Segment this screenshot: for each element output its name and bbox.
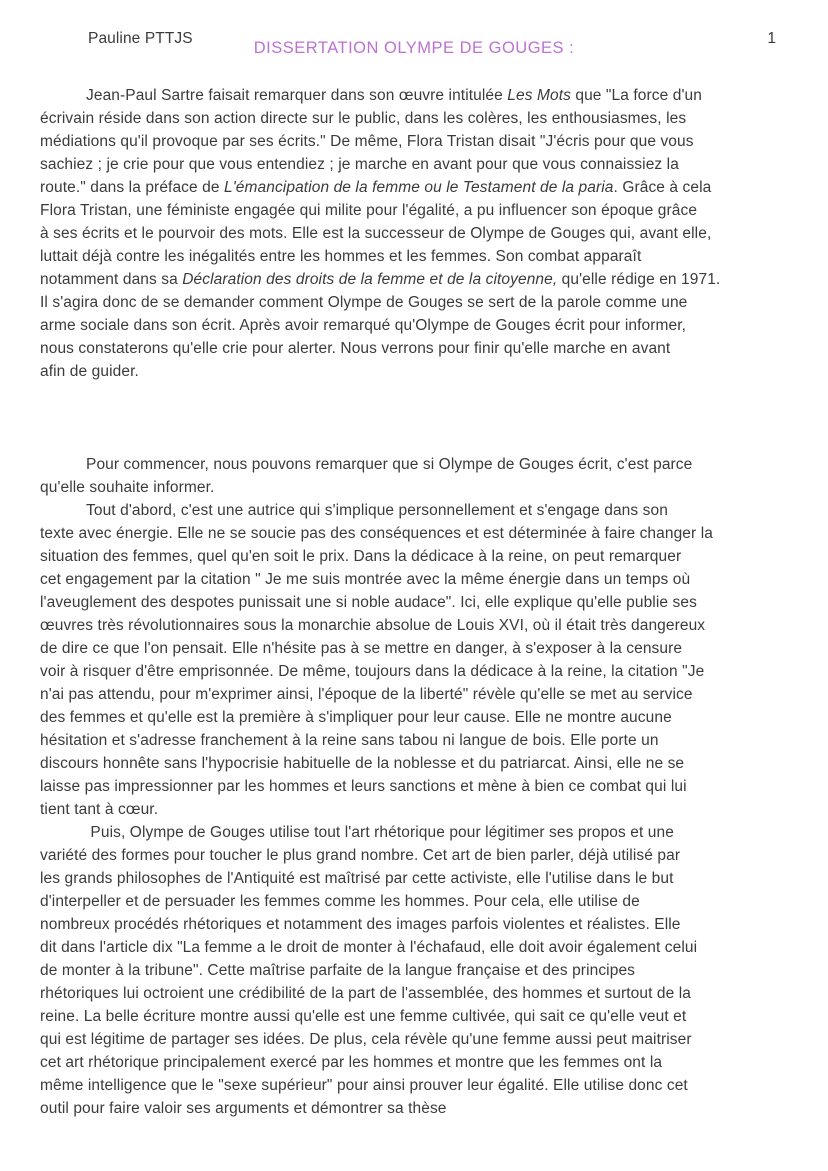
text-line: luttait déjà contre les inégalités entre les hommes et les femmes. Son combat apparaît <box>40 248 642 265</box>
text-line: notamment dans sa Déclaration des droits de la femme et de la citoyenne, qu'elle rédige en 1971. <box>40 271 721 288</box>
text-line: Pour commencer, nous pouvons remarquer que si Olympe de Gouges écrit, c'est parce <box>86 456 693 473</box>
text-line: arme sociale dans son écrit. Après avoir remarqué qu'Olympe de Gouges écrit pour informer, <box>40 317 687 334</box>
text-line: nous constaterons qu'elle crie pour alerter. Nous verrons pour finir qu'elle marche en avant <box>40 340 671 357</box>
document-body <box>40 84 790 1120</box>
text-line: l'aveuglement des despotes punissait une si noble audace". Ici, elle explique qu'elle publie ses <box>40 594 697 611</box>
text-line: rhétoriques lui octroient une crédibilité de la part de l'assemblée, des hommes et surtout de la <box>40 985 691 1002</box>
text-line: Jean-Paul Sartre faisait remarquer dans son œuvre intitulée Les Mots que "La force d'un <box>86 87 702 104</box>
paragraph <box>40 84 790 383</box>
text-line: Flora Tristan, une féministe engagée qui milite pour l'égalité, a pu influencer son époque grâce <box>40 202 698 219</box>
paragraph <box>40 499 790 821</box>
text-line: situation des femmes, quel qu'en soit le prix. Dans la dédicace à la reine, on peut remarquer <box>40 548 682 565</box>
text-line: de dire ce que l'on pensait. Elle n'hésite pas à se mettre en danger, à s'exposer à la censure <box>40 640 683 657</box>
text-line: discours honnête sans l'hypocrisie habituelle de la noblesse et du patriarcat. Ainsi, elle ne se <box>40 755 685 772</box>
text-line: de monter à la tribune". Cette maîtrise parfaite de la langue française et des principes <box>40 962 636 979</box>
author-name: Pauline PTTJS <box>88 30 193 47</box>
text-line: Puis, Olympe de Gouges utilise tout l'art rhétorique pour légitimer ses propos et une <box>86 824 674 841</box>
text-line: hésitation et s'adresse franchement à la reine sans tabou ni langue de bois. Elle porte un <box>40 732 659 749</box>
paragraph <box>40 453 790 499</box>
text-line: écrivain réside dans son action directe sur le public, dans les colères, les enthousiasmes, les <box>40 110 687 127</box>
text-line: tient tant à cœur. <box>40 801 159 818</box>
text-line: route." dans la préface de L'émancipation de la femme ou le Testament de la paria. Grâce à cela <box>40 179 712 196</box>
text-line: Il s'agira donc de se demander comment Olympe de Gouges se sert de la parole comme une <box>40 294 688 311</box>
text-line: des femmes et qu'elle est la première à s'impliquer pour leur cause. Elle ne montre aucune <box>40 709 672 726</box>
page-title: DISSERTATION OLYMPE DE GOUGES : <box>253 39 575 57</box>
text-line: cet engagement par la citation " Je me suis montrée avec la même énergie dans un temps où <box>40 571 691 588</box>
text-line: texte avec énergie. Elle ne se soucie pas des conséquences et est déterminée à faire changer la <box>40 525 713 542</box>
text-line: même intelligence que le "sexe supérieur" pour ainsi prouver leur égalité. Elle utilise donc cet <box>40 1077 688 1094</box>
text-line: sachiez ; je crie pour que vous entendiez ; je marche en avant pour que vous connaissiez la <box>40 156 679 173</box>
text-line: reine. La belle écriture montre aussi qu'elle est une femme cultivée, qui sait ce qu'elle veut et <box>40 1008 687 1025</box>
text-line: cet art rhétorique principalement exercé par les hommes et montre que les femmes ont la <box>40 1054 663 1071</box>
text-line: n'ai pas attendu, pour m'exprimer ainsi, l'époque de la liberté" révèle qu'elle se met au service <box>40 686 693 703</box>
page-number: 1 <box>767 30 776 47</box>
text-line: Tout d'abord, c'est une autrice qui s'implique personnellement et s'engage dans son <box>86 502 668 519</box>
text-line: qui est légitime de partager ses idées. De plus, cela révèle qu'une femme aussi peut maitriser <box>40 1031 692 1048</box>
text-line: voir à risquer d'être emprisonnée. De même, toujours dans la dédicace à la reine, la citation "Je <box>40 663 705 680</box>
text-line: nombreux procédés rhétoriques et notamment des images parfois violentes et réalistes. Elle <box>40 916 681 933</box>
text-line: variété des formes pour toucher le plus grand nombre. Cet art de bien parler, déjà utilisé par <box>40 847 681 864</box>
text-line: dit dans l'article dix "La femme a le droit de monter à l'échafaud, elle doit avoir également celui <box>40 939 698 956</box>
text-line: outil pour faire valoir ses arguments et démontrer sa thèse <box>40 1100 447 1117</box>
text-line: médiations qu'il provoque par ses écrits." De même, Flora Tristan disait "J'écris pour que vous <box>40 133 694 150</box>
text-line: les grands philosophes de l'Antiquité est maîtrisé par cette activiste, elle l'utilise dans le but <box>40 870 674 887</box>
text-line: à ses écrits et le pourvoir des mots. Elle est la successeur de Olympe de Gouges qui, avant elle, <box>40 225 712 242</box>
paragraph <box>40 821 790 1120</box>
text-line: œuvres très révolutionnaires sous la monarchie absolue de Louis XVI, où il était très dangereux <box>40 617 706 634</box>
text-line: afin de guider. <box>40 363 139 380</box>
text-line: d'interpeller et de persuader les femmes comme les hommes. Pour cela, elle utilise de <box>40 893 640 910</box>
text-line: qu'elle souhaite informer. <box>40 479 215 496</box>
text-line: laisse pas impressionner par les hommes et leurs sanctions et mène à bien ce combat qui lui <box>40 778 687 795</box>
